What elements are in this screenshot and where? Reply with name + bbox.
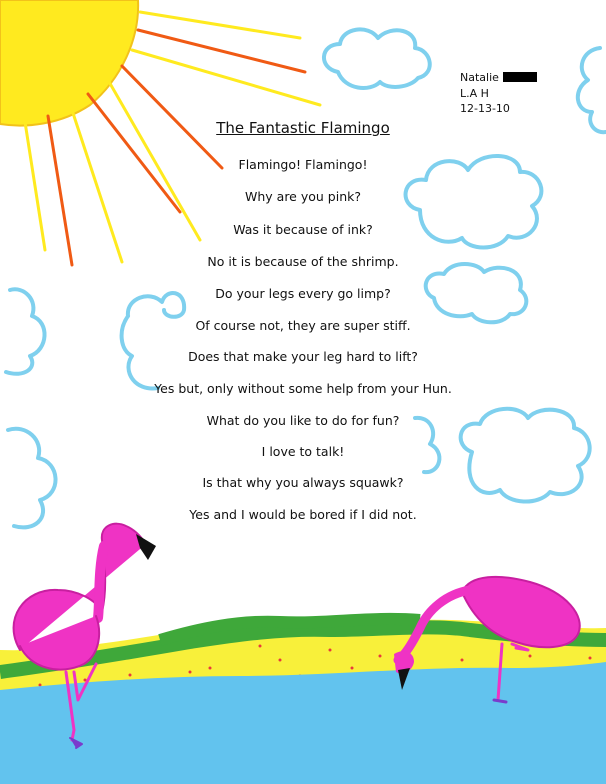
poem-line: Is that why you always squawk?: [202, 475, 404, 490]
author-name-line: [460, 70, 537, 86]
poem-line: Of course not, they are super stiff.: [195, 318, 411, 333]
poem-line: Was it because of ink?: [233, 222, 373, 237]
author-block: [460, 70, 537, 117]
cloud: [122, 293, 185, 389]
author-date: 12-13-10: [460, 102, 510, 115]
poem-line: Yes and I would be bored if I did not.: [189, 507, 417, 522]
poem-line: Do your legs every go limp?: [215, 286, 391, 301]
poem-line: Why are you pink?: [245, 189, 361, 204]
poem-line: I love to talk!: [261, 444, 345, 459]
poem-title: The Fantastic Flamingo: [216, 119, 390, 137]
poem-line: Yes but, only without some help from your Hun.: [154, 381, 452, 396]
author-name: Natalie: [460, 71, 499, 84]
author-class: L.A H: [460, 86, 489, 100]
poem-line: No it is because of the shrimp.: [207, 254, 399, 269]
poem-line: Flamingo! Flamingo!: [238, 157, 368, 172]
cloud: [324, 29, 430, 88]
poem-line: What do you like to do for fun?: [206, 413, 400, 428]
poem-line: Does that make your leg hard to lift?: [188, 349, 418, 364]
redaction-bar: [503, 72, 537, 82]
